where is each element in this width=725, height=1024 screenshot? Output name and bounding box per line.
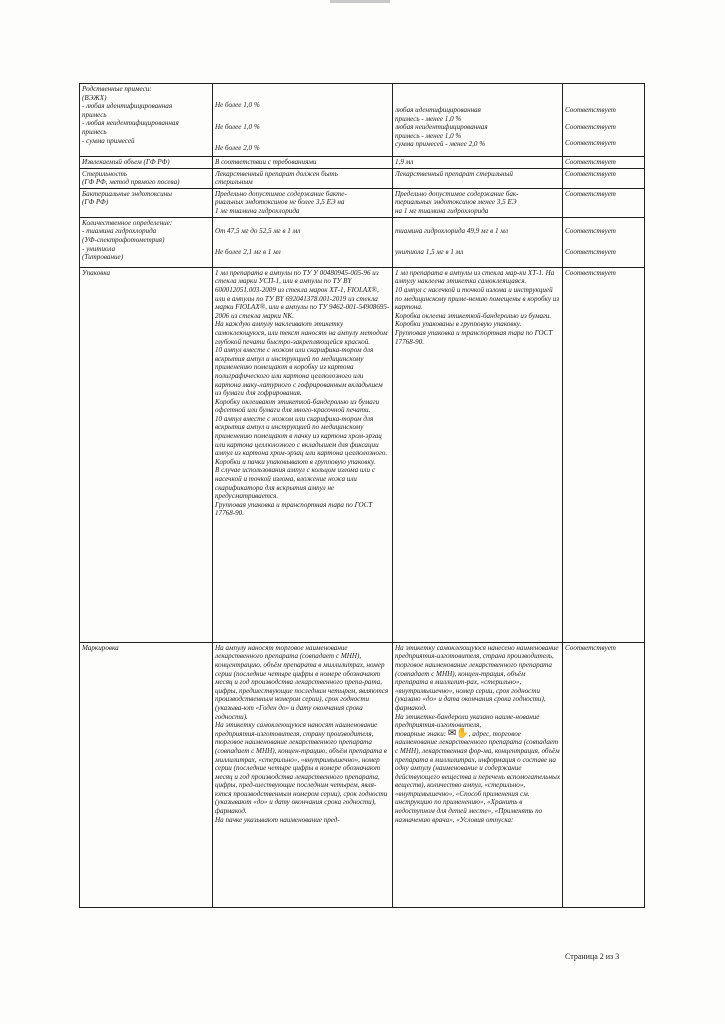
- param-cell: Родственные примеси: (ВЭЖХ) - любая идентифицированная примесь - любая неидентифицированная примесь - сумма примесей: [80, 84, 213, 157]
- table-row-endotoxins: Бактериальные эндотоксины (ГФ РФ) Предельно допустимое содержание бакте- риальных эндотоксинов не более 3,5 ЕЭ на 1 мг тиамина гидрохлорида Предельно допустимое содержание бак- териальных эндотоксинов менее 3,5 ЕЭ на 1 мг тиамина гидрохлорида Соответствует: [80, 188, 645, 217]
- envelope-icon: ✉: [447, 727, 457, 739]
- norm-cell: Не более 1,0 % Не более 1,0 % Не более 2,0 %: [213, 84, 393, 157]
- table-row-sterility: Стерильность (ГФ РФ, метод прямого посева) Лекарственный препарат должен быть стерильным Лекарственный препарат стерильный Соответствует: [80, 168, 645, 188]
- table-row-marking: Маркировка На ампулу наносят торговое наименование лекарственного препарата (совпадает с МНН), концентрацию, объём препарата в миллилитрах, номер серии (последние четыре цифры в номере обозначают месяц и год производства лекарственного препа-рата, цифры, предшествующие последним четырем, являются производственным номером серии), срок годности (указыва-ют «Годен до» и дату окончания срока годности). На этикетку самоклеющуюся наносят наименование предприятия-изготовителя, страну производителя, торговое наименование лекарственного препарата (совпадает с МНН), концен-трацию, объём препарата в миллилитрах, «стерильно», «внутримышечно», номер серии (последние четыре цифры в номере обозначают месяц и год производства лекарственного препарата, цифры, пред-шествующие последним четырем, явля-ются производственным номером серии), срок годности (указывают «до» и дату окончания срока годности), фармакод. На пачке указывают наименование пред- На этикетку самоклеющуюся нанесено наименование предприятия-изготовителя, страна производитель, торговое наименование лекарственного препарата (совпадает с МНН), концен-трация, объём препарата в миллилит-рах, «стерильно», «внутримышечно», номер серии, срок годности (указано «до» и дата окончания срока годности), фармакод. На этикетке-бандероли указано наиме-нование предприятия-изготовителя, товарные знаки: ✉✋, адрес, торговое наименование лекарственного препарата (совпадает с МНН), лекарственная фор-ма, концентрация, объём препарата в миллилитрах, информация о составе на одну ампулу (наименование и содержание действующего вещества и перечень вспомогательных веществ), количество ампул, «стерильно», «внутримышечно», «Способ применения см. инструкцию по применению», «Хранить в недоступном для детей месте», «Применять по назначению врача», «Условия отпуска: Соответствует: [80, 642, 645, 907]
- table-row-volume: Извлекаемый объем (ГФ РФ) В соответствии с требованиями 1,9 мл Соответствует: [80, 157, 645, 169]
- hand-icon: ✋: [456, 727, 469, 739]
- table-row-impurities: [80, 84, 645, 157]
- conclusion-cell: Соответствует Соответствует Соответствует: [563, 84, 645, 157]
- spec-table: [79, 83, 645, 908]
- page-number: Страница 2 из 3: [565, 952, 620, 961]
- table-row-assay: Количественное определение: - тиамина гидрохлорида (УФ-спектрофотометрия) - унитиола (Титрование) От 47,5 мг до 52,5 мг в 1 мл Не более 2,1 мг в 1 мл тиамина гидрохлорида 49,9 мг в 1 мл унитиола 1,5 мг в 1 мл Соответствует Соответствует: [80, 217, 645, 267]
- param-title: Родственные примеси:: [82, 85, 152, 93]
- scan-artifact: [330, 0, 390, 3]
- result-cell: любая идентифицированная примесь - менее 1,0 % любая неидентифицированная примесь - менее 1,0 % сумма примесей - менее 2,0 %: [393, 84, 563, 157]
- table-row-packaging: Упаковка 1 мл препарата в ампулы по ТУ У 00480945-005-96 из стекла марки УСП-1, или в ампулы по ТУ BY 600012051.003-2009 из стекла марок ХТ-1, FIOLAX®, или в ампулы по ТУ BY 692041378.001-2019 из стекла марки FIOLAX®, или в ампулы по ТУ 9462-001-54908695-2006 из стекла марки NK. На каждую ампулу наклеивают этикетку самоклеющуюся, или текст наносят на ампулу методом глубокой печати быстро-закрепляющейся краской. 10 ампул вместе с ножом или скарифика-тором для вскрытия ампул и инструкцией по медицинскому применению помещают в коробку из картона полиграфического или картона целлюлозного или картона маку-латурного с гофрированным вкладышем из бумаги для гофрирования. Коробку оклеивают этикеткой-бандеролью из бумаги офсетной или бумаги для много-красочной печати. 10 ампул вместе с ножом или скарифика-тором для вскрытия ампул и инструкцией по медицинскому применению помещают в пачку из картона хром-эрзац или картона целлюлозного с вкладышем для фиксации ампул из картона хром-эрзац или картона целлюлозного. Коробки и пачки упаковывают в групповую упаковку. В случае использования ампул с кольцом излома или с насечкой и точкой излома, вложение ножа или скарификатора для вскрытия ампул не предусматривается. Групповая упаковка и транспортная тара по ГОСТ 17768-90. 1 мл препарата в ампулы из стекла мар-ки ХТ-1. На ампулу наклеена этикетка самоклеящаяся. 10 ампул с насечкой и точкой излома и инструкцией по медицинскому приме-нению помещены в коробку из картона. Коробка оклеена этикеткой-бандеролью из бумаги. Коробки упакованы в групповую упаковку. Групповая упаковка и транспортная тара по ГОСТ 17768-90. Соответствует: [80, 267, 645, 642]
